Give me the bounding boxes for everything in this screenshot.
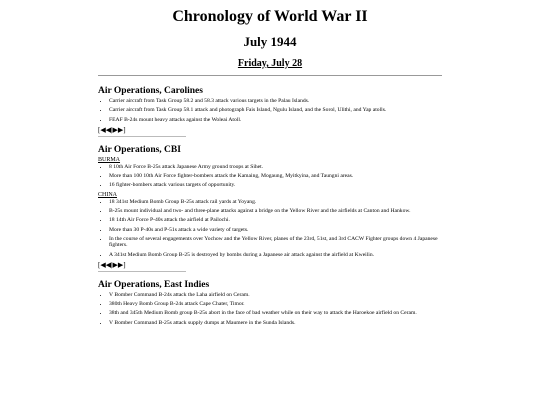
section-nav bbox=[98, 261, 442, 269]
nav-separator: | bbox=[111, 125, 113, 134]
date-link[interactable]: Friday, July 28 bbox=[237, 58, 303, 69]
item-list bbox=[98, 164, 442, 189]
section-cbi bbox=[98, 145, 442, 272]
content bbox=[98, 86, 442, 329]
list-item: • More than 100 10th Air Force fighter-bombers attack the Kamaing, Mogaung, Myitkyina, and Taungni areas. bbox=[109, 173, 442, 179]
section-title: Air Operations, CBI bbox=[98, 144, 181, 155]
list-item: • 16 fighter-bombers attack various targets of opportunity. bbox=[109, 182, 442, 188]
section-east-indies bbox=[98, 280, 442, 326]
divider bbox=[98, 75, 442, 76]
list-item: • V Bomber Command B-24s attack the Laha airfield on Ceram. bbox=[109, 292, 442, 298]
prev-section-link[interactable]: [◀◀ bbox=[98, 125, 112, 134]
list-item: • FEAF B-24s mount heavy attacks against the Woleai Atoll. bbox=[109, 117, 442, 123]
item-list bbox=[98, 292, 442, 326]
prev-section-link[interactable]: [◀◀ bbox=[98, 260, 112, 269]
list-item: • More than 30 P-40s and P-51s attack a wide variety of targets. bbox=[109, 227, 442, 233]
list-item: • A 341st Medium Bomb Group B-25 is destroyed by bombs during a Japanese air attack against the airfield at Kweilin. bbox=[109, 252, 442, 258]
page-title: Chronology of World War II bbox=[172, 8, 368, 25]
list-item: • 18 14th Air Force P-40s attack the airfield at Pailochi. bbox=[109, 217, 442, 223]
list-item: • 8 10th Air Force B-25s attack Japanese Army ground troops at Sihet. bbox=[109, 164, 442, 170]
list-item: • Carrier aircraft from Task Group 58.1 attack and photograph Fais Island, Ngulu Island, and the Sorol, Ulithi, and Yap atolls. bbox=[109, 107, 442, 113]
next-section-link[interactable]: ▶▶] bbox=[112, 125, 126, 134]
subheading-china: CHINA bbox=[98, 191, 117, 198]
next-section-link[interactable]: ▶▶] bbox=[112, 260, 126, 269]
list-item: • Carrier aircraft from Task Group 58.2 and 58.3 attack various targets in the Palau Islands. bbox=[109, 98, 442, 104]
list-item: • 18 341st Medium Bomb Group B-25s attack rail yards at Yoyang. bbox=[109, 199, 442, 205]
nav-separator: | bbox=[111, 260, 113, 269]
item-list bbox=[98, 98, 442, 123]
list-item: • V Bomber Command B-25s attack supply dumps at Maumere in the Sunda Islands. bbox=[109, 320, 442, 326]
item-list bbox=[98, 199, 442, 258]
divider bbox=[98, 271, 186, 272]
list-item: • B-25s mount individual and two- and three-plane attacks against a bridge on the Yellow River and the airfields at Canton and Hankow. bbox=[109, 208, 442, 214]
list-item: • In the course of several engagements over Yochow and the Yellow River, planes of the 23rd, 51st, and 3rd CACW Fighter groups down 4 Japanese fighters. bbox=[109, 236, 442, 249]
list-item: • 380th Heavy Bomb Group B-24s attack Cape Chater, Timor. bbox=[109, 301, 442, 307]
section-carolines bbox=[98, 86, 442, 137]
section-nav bbox=[98, 126, 442, 134]
divider bbox=[98, 136, 186, 137]
section-title: Air Operations, East Indies bbox=[98, 279, 210, 290]
subheading-burma: BURMA bbox=[98, 156, 121, 163]
section-title: Air Operations, Carolines bbox=[98, 86, 203, 96]
list-item: • 38th and 345th Medium Bomb group B-25s abort in the face of bad weather while on their way to attack the Haroekoe airfield on Ceram. bbox=[109, 310, 442, 316]
date-heading bbox=[0, 58, 540, 69]
page-subtitle-month: July 1944 bbox=[243, 34, 297, 49]
